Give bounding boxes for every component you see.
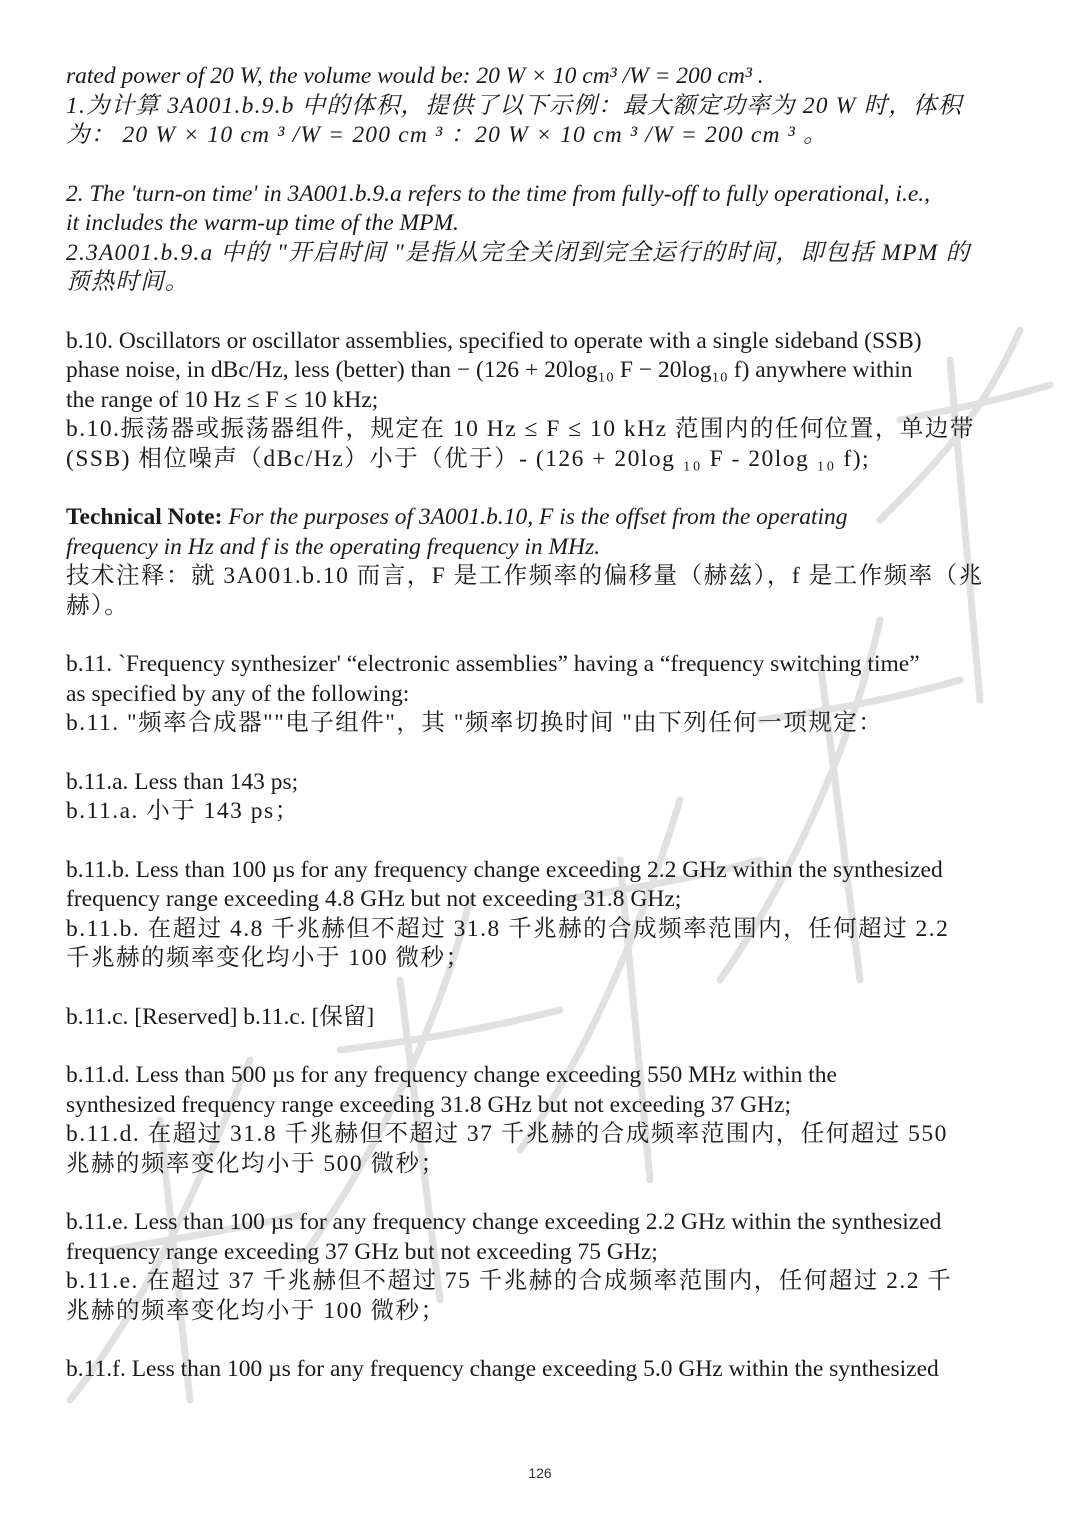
paragraph-b11b [66, 856, 1026, 974]
paragraph-b11e [66, 1208, 1026, 1326]
text-line: b.11.f. Less than 100 µs for any frequency change exceeding 5.0 GHz within the synthesized [66, 1356, 939, 1382]
paragraph-volume-example [66, 62, 1026, 151]
paragraph-b10 [66, 327, 1026, 475]
text-line: b.11.e. Less than 100 µs for any frequency change exceeding 2.2 GHz within the synthesized [66, 1209, 942, 1235]
text-line: b.11. `Frequency synthesizer' “electronic assemblies” having a “frequency switching time” [66, 651, 920, 677]
paragraph-turn-on-time [66, 180, 1026, 298]
text-line: b.11.d. Less than 500 µs for any frequency change exceeding 550 MHz within the [66, 1062, 837, 1088]
text-line: (SSB) 相位噪声（dBc/Hz）小于（优于）- (126 + 20log ₁₀ F - 20log ₁₀ f); [66, 445, 871, 472]
text-line: 1.为计算 3A001.b.9.b 中的体积，提供了以下示例：最大额定功率为 20 W 时，体积 [66, 92, 963, 119]
paragraph-b11a [66, 768, 1026, 827]
text-line: 为： 20 W × 10 cm ³ /W = 200 cm ³ ：20 W × 10 cm ³ /W = 200 cm ³ 。 [66, 122, 828, 148]
page-number: 126 [528, 1465, 552, 1481]
text-line: 2.3A001.b.9.a 中的 "开启时间 "是指从完全关闭到完全运行的时间，即包括 MPM 的 [66, 239, 971, 266]
paragraph-b11d [66, 1061, 1026, 1179]
text-line: the range of 10 Hz ≤ F ≤ 10 kHz; [66, 386, 379, 413]
text-line: 2. The 'turn-on time' in 3A001.b.9.a refers to the time from fully-off to fully operational, i.e., [66, 180, 931, 207]
text-line: as specified by any of the following: [66, 680, 410, 707]
text-line: b.11.b. Less than 100 µs for any frequency change exceeding 2.2 GHz within the synthesized [66, 856, 943, 883]
text-line: b.10. Oscillators or oscillator assemblies, specified to operate with a single sideband (SSB) [66, 327, 922, 354]
text-line: 兆赫的频率变化均小于 500 微秒； [66, 1150, 446, 1177]
text-line: b.11.a. Less than 143 ps; [66, 768, 299, 795]
paragraph-b11c [66, 1003, 1026, 1033]
text-line: synthesized frequency range exceeding 31.8 GHz but not exceeding 37 GHz; [66, 1091, 791, 1118]
paragraph-b11 [66, 650, 1026, 739]
text-line: 技术注释：就 3A001.b.10 而言，F 是工作频率的偏移量（赫兹），f 是工作频率（兆 [66, 563, 984, 589]
text-line: 赫）。 [66, 592, 130, 619]
text-line: b.11. "频率合成器""电子组件"，其 "频率切换时间 "由下列任何一项规定： [66, 710, 884, 736]
text-line: b.11.e. 在超过 37 千兆赫但不超过 75 千兆赫的合成频率范围内，任何超过 2.2 千 [66, 1268, 953, 1294]
document-body [66, 62, 1026, 1414]
text-line: b.10.振荡器或振荡器组件，规定在 10 Hz ≤ F ≤ 10 kHz 范围内的任何位置，单边带 [66, 416, 975, 442]
text-line [66, 503, 1026, 533]
text-line: frequency in Hz and f is the operating frequency in MHz. [66, 533, 601, 560]
paragraph-b11f [66, 1355, 1026, 1385]
technical-note-text: For the purposes of 3A001.b.10, F is the offset from the operating [222, 504, 848, 530]
text-line: b.11.d. 在超过 31.8 千兆赫但不超过 37 千兆赫的合成频率范围内，任何超过 550 [66, 1121, 948, 1147]
technical-note-label: Technical Note: [66, 504, 223, 530]
text-line: 预热时间。 [66, 269, 190, 295]
text-line: 兆赫的频率变化均小于 100 微秒； [66, 1297, 446, 1324]
text-line: frequency range exceeding 37 GHz but not exceeding 75 GHz; [66, 1238, 658, 1265]
paragraph-technical-note [66, 503, 1026, 621]
text-line: b.11.c. [Reserved] b.11.c. [保留] [66, 1003, 375, 1030]
text-line: b.11.a. 小于 143 ps； [66, 798, 300, 824]
text-line: b.11.b. 在超过 4.8 千兆赫但不超过 31.8 千兆赫的合成频率范围内，任何超过 2.2 [66, 915, 950, 942]
text-line: it includes the warm-up time of the MPM. [66, 210, 459, 236]
text-line: frequency range exceeding 4.8 GHz but not exceeding 31.8 GHz; [66, 886, 682, 912]
text-line: rated power of 20 W, the volume would be: 20 W × 10 cm³ /W = 200 cm³ . [66, 63, 764, 89]
text-line: 千兆赫的频率变化均小于 100 微秒； [66, 945, 471, 971]
text-line: phase noise, in dBc/Hz, less (better) than − (126 + 20log₁₀ F − 20log₁₀ f) anywhere within [66, 357, 913, 383]
